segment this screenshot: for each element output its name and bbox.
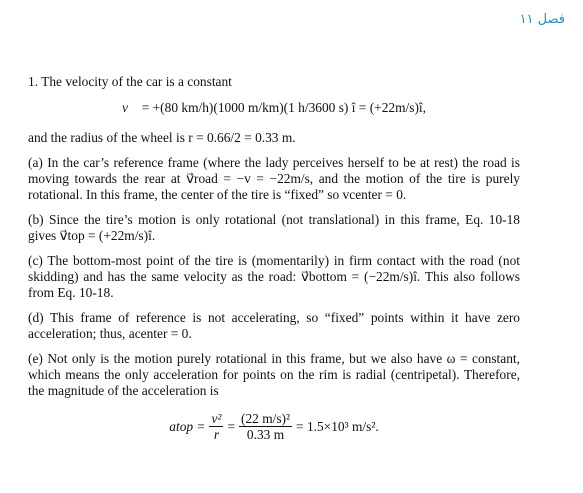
fraction2-numerator: (22 m/s)² [241,411,291,426]
acceleration-lhs: atop = [169,418,206,434]
part-e: (e) Not only is the motion purely rotational in this frame, but we also have ω = constant, which means the only acceleration for points on the rim is radial (centripetal). Therefore, the magnitude of the acceleration is [28,351,520,398]
velocity-rhs: = +(80 km/h)(1000 m/km)(1 h/3600 s) î = (+22m/s)î, [141,100,426,115]
chapter-heading: فصل ۱۱ [519,12,565,27]
equals-sign: = [227,418,236,434]
fraction1-numerator: v² [211,411,222,426]
acceleration-result: = 1.5×10³ m/s². [296,418,379,434]
fraction-v2-over-r [209,411,223,442]
part-b: (b) Since the tire’s motion is only rotational (not translational) in this frame, Eq. 10-18 gives v⃗top = (+22m/s)î. [28,212,520,243]
part-a: (a) In the car’s reference frame (where the lady perceives herself to be at rest) the road is moving towards the rear at v⃗road = −v = −22m/s, and the motion of the tire is purely rotational. In this frame, the center of the tire is “fixed” so vcenter = 0. [28,155,520,202]
fraction-numeric [239,411,292,442]
problem-intro: 1. The velocity of the car is a constant [28,74,232,89]
velocity-lhs: v⃗ [122,100,139,115]
acceleration-equation [28,411,520,442]
part-c: (c) The bottom-most point of the tire is (momentarily) in firm contact with the road (not skidding) and has the same velocity as the road: v⃗bottom = (−22m/s)î. This also follows from Eq. 10-18. [28,253,520,300]
part-d: (d) This frame of reference is not accelerating, so “fixed” points within it have zero acceleration; thus, acenter = 0. [28,310,520,341]
radius-text: and the radius of the wheel is r = 0.66/2 = 0.33 m. [28,130,296,145]
fraction1-denominator: r [213,427,220,442]
fraction2-denominator: 0.33 m [246,427,285,442]
problem-solution [28,74,520,442]
velocity-equation [28,100,520,116]
